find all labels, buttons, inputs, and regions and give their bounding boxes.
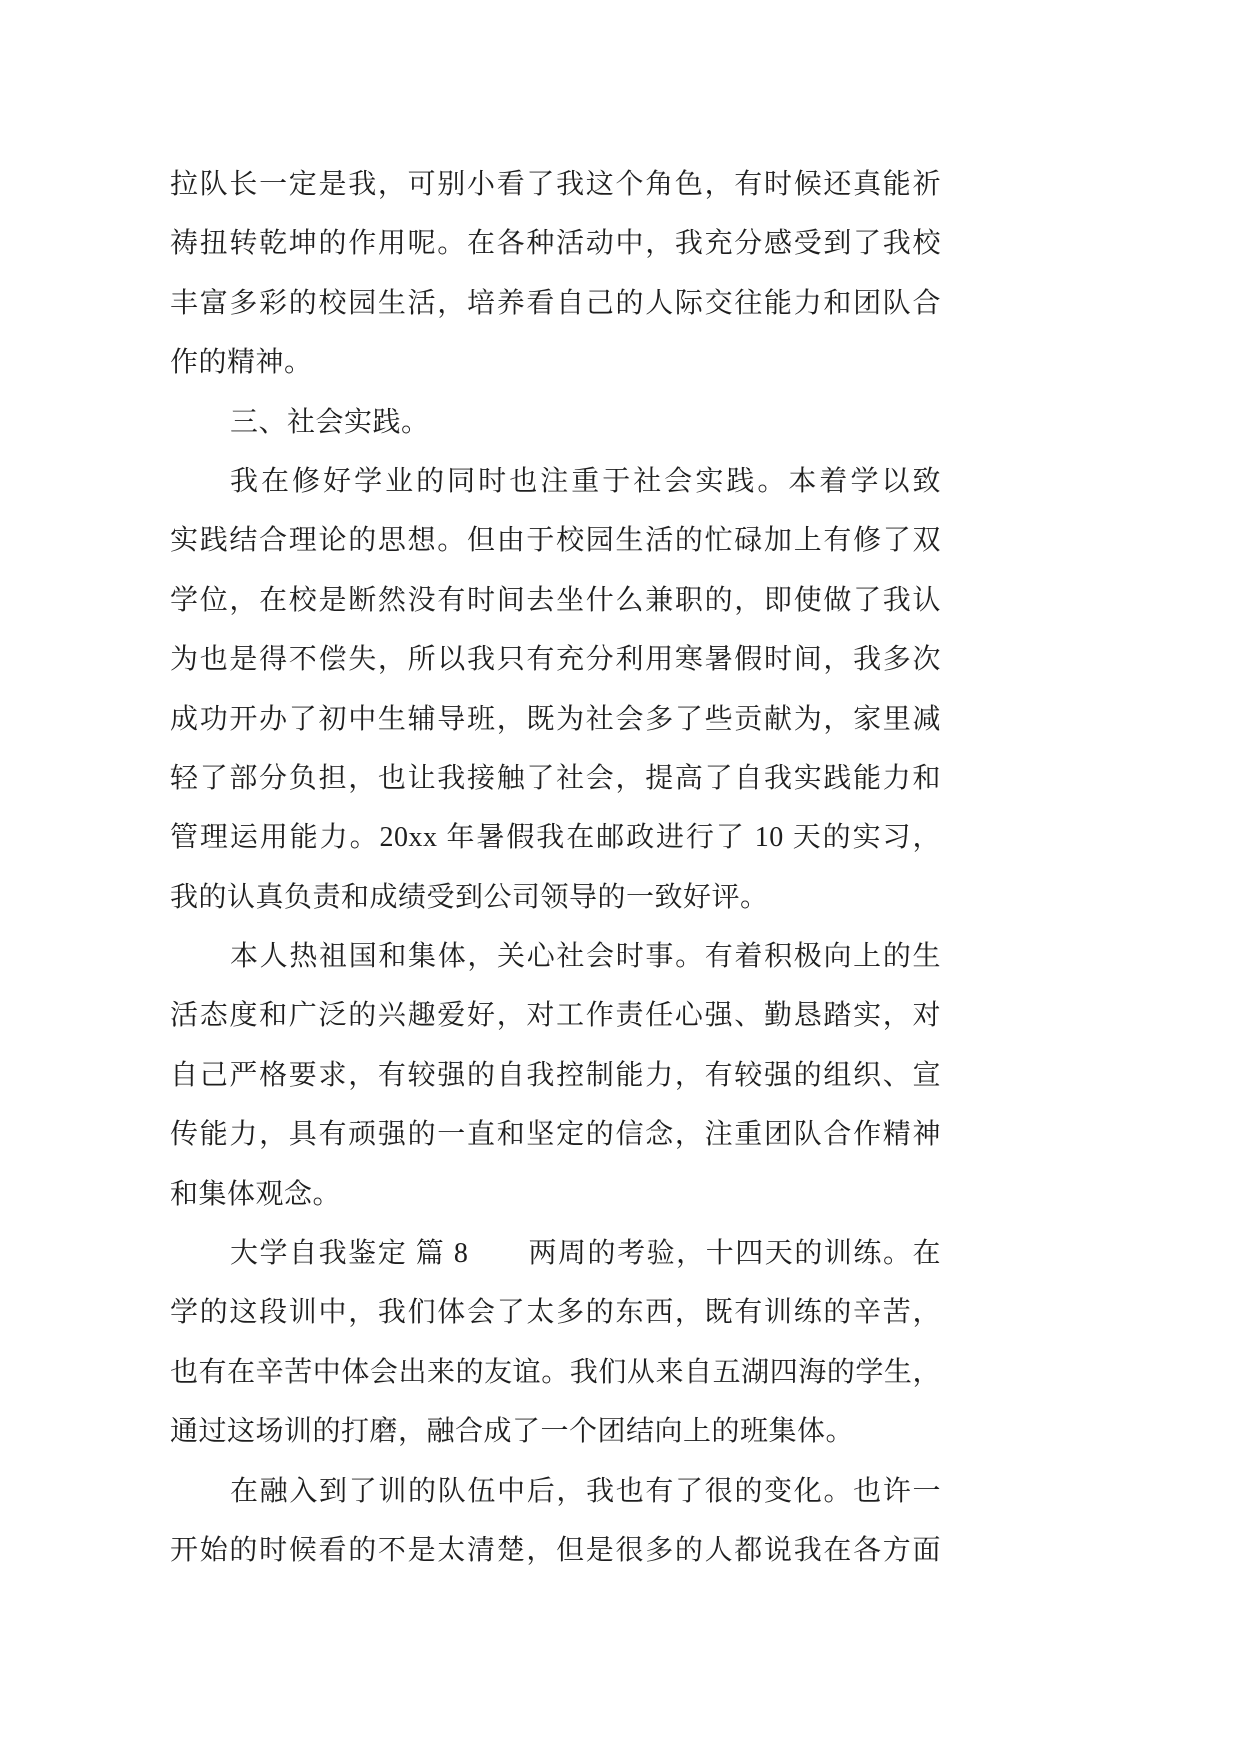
text-line: 成功开办了初中生辅导班，既为社会多了些贡献为，家里减 [170,703,941,735]
text-line: 作的精神。 [170,347,313,379]
text-line: 通过这场训的打磨，融合成了一个团结向上的班集体。 [170,1416,855,1448]
text-line: 大学自我鉴定 篇 8 两周的考验，十四天的训练。在 [230,1238,941,1270]
text-line: 和集体观念。 [170,1178,342,1210]
text-line: 我的认真负责和成绩受到公司领导的一致好评。 [170,881,769,913]
text-line: 在融入到了训的队伍中后，我也有了很的变化。也许一 [230,1475,941,1507]
text-line: 实践结合理论的思想。但由于校园生活的忙碌加上有修了双 [170,525,941,557]
text-line: 开始的时候看的不是太清楚，但是很多的人都说我在各方面 [170,1534,941,1566]
paragraph [170,927,941,1224]
text-line: 我在修好学业的同时也注重于社会实践。本着学以致 [230,465,941,497]
paragraph [170,1462,941,1581]
text-line: 为也是得不偿失，所以我只有充分利用寒暑假时间，我多次 [170,644,941,676]
text-line: 传能力，具有顽强的一直和坚定的信念，注重团队合作精神 [170,1119,941,1151]
paragraph [170,452,941,927]
text-line: 管理运用能力。20xx 年暑假我在邮政进行了 10 天的实习， [170,822,941,854]
text-line: 本人热祖国和集体，关心社会时事。有着积极向上的生 [230,941,941,973]
text-line: 轻了部分负担，也让我接触了社会，提高了自我实践能力和 [170,762,941,794]
text-line: 祷扭转乾坤的作用呢。在各种活动中，我充分感受到了我校 [170,228,941,260]
paragraph [170,1224,941,1462]
text-line: 学位，在校是断然没有时间去坐什么兼职的，即使做了我认 [170,584,941,616]
body-text [170,155,941,1580]
text-line: 自己严格要求，有较强的自我控制能力，有较强的组织、宣 [170,1059,941,1091]
text-line: 三、社会实践。 [230,406,430,438]
text-line: 学的这段训中，我们体会了太多的东西，既有训练的辛苦， [170,1297,941,1329]
text-line: 也有在辛苦中体会出来的友谊。我们从来自五湖四海的学生， [170,1356,941,1388]
text-line: 拉队长一定是我，可别小看了我这个角色，有时候还真能祈 [170,169,941,200]
text-line: 活态度和广泛的兴趣爱好，对工作责任心强、勤恳踏实，对 [170,1000,941,1032]
paragraph [170,155,941,393]
section-heading [170,393,941,452]
text-line: 丰富多彩的校园生活，培养看自己的人际交往能力和团队合 [170,287,941,319]
